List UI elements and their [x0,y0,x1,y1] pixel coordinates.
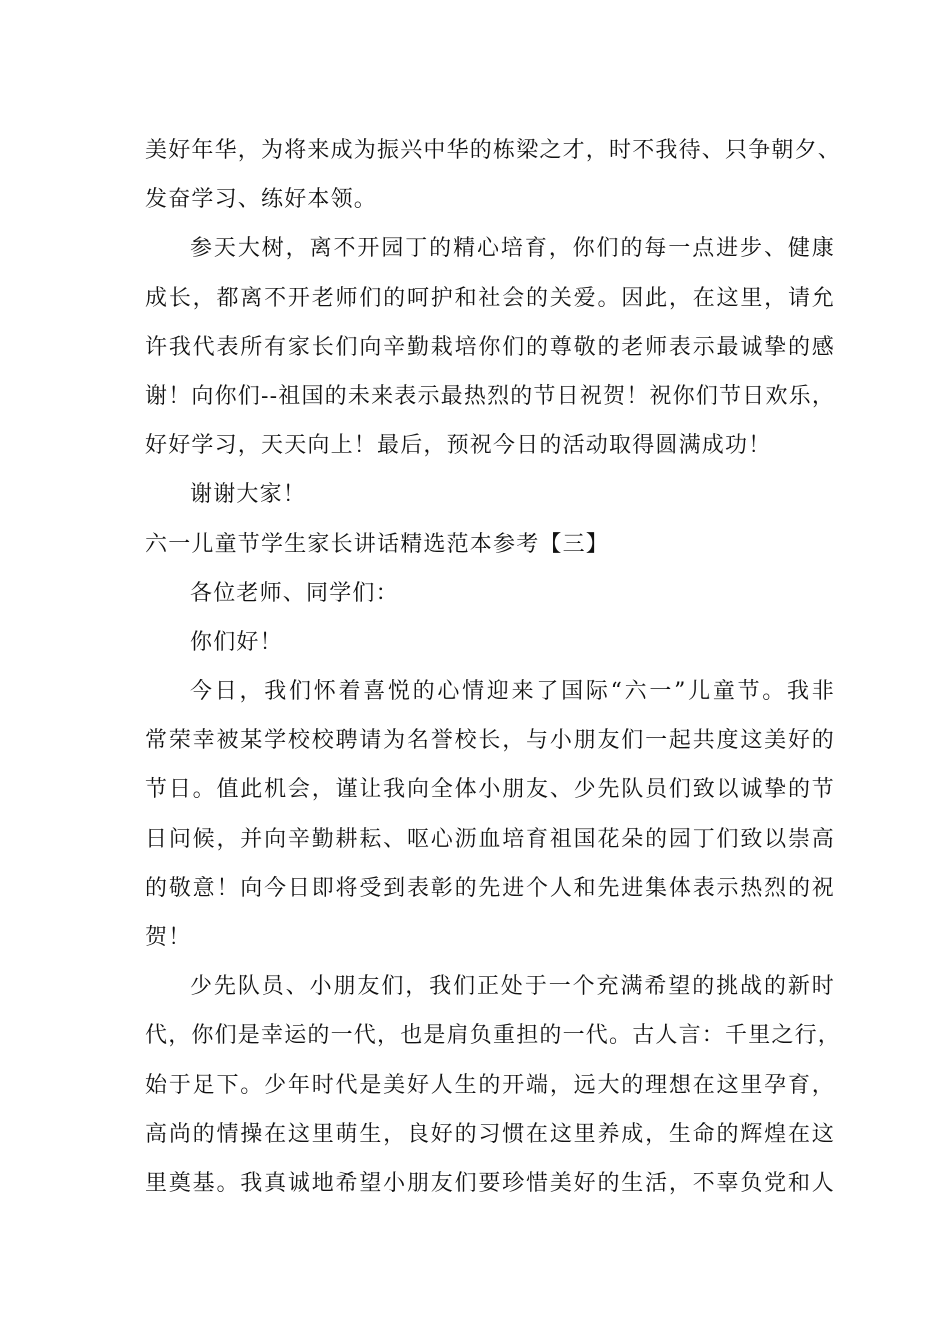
text-line: 代，你们是幸运的一代，也是肩负重担的一代。古人言：千里之行， [145,1023,842,1049]
text-line: 贺！ [145,925,192,950]
text-line: 谢！向你们--祖国的未来表示最热烈的节日祝贺！祝你们节日欢乐， [145,383,836,409]
text-line: 节日。值此机会，谨让我向全体小朋友、少先队员们致以诚挚的节 [145,777,835,803]
text-line: 日问候，并向辛勤耕耘、呕心沥血培育祖国花朵的园丁们致以崇高 [145,826,835,852]
text-line: 少先队员、小朋友们，我们正处于一个充满希望的挑战的新时 [190,974,835,1000]
text-line: 常荣幸被某学校校聘请为名誉校长，与小朋友们一起共度这美好的 [145,728,835,754]
text-line: 好好学习，天天向上！最后，预祝今日的活动取得圆满成功！ [145,433,772,459]
text-line: 你们好！ [190,629,283,655]
text-line: 今日，我们怀着喜悦的心情迎来了国际“六一”儿童节。我非 [190,679,835,705]
text-line: 参天大树，离不开园丁的精心培育，你们的每一点进步、健康 [190,236,835,262]
document-body [145,126,842,1208]
text-line: 谢谢大家！ [190,482,307,508]
text-line: 高尚的情操在这里萌生，良好的习惯在这里养成，生命的辉煌在这 [145,1121,835,1147]
text-line: 成长，都离不开老师们的呵护和社会的关爱。因此，在这里，请允 [145,285,835,311]
text-line: 的敬意！向今日即将受到表彰的先进个人和先进集体表示热烈的祝 [145,875,835,901]
text-line: 始于足下。少年时代是美好人生的开端，远大的理想在这里孕育， [145,1072,835,1098]
section-heading: 六一儿童节学生家长讲话精选范本参考【三】 [145,531,610,557]
text-line: 许我代表所有家长们向辛勤栽培你们的尊敬的老师表示最诚挚的感 [145,334,835,360]
text-line: 美好年华，为将来成为振兴中华的栋梁之才，时不我待、只争朝夕、 [145,138,842,163]
text-line: 里奠基。我真诚地希望小朋友们要珍惜美好的生活，不辜负党和人 [145,1170,835,1196]
text-line: 发奋学习、练好本领。 [145,187,378,213]
text-line: 各位老师、同学们： [190,580,399,606]
